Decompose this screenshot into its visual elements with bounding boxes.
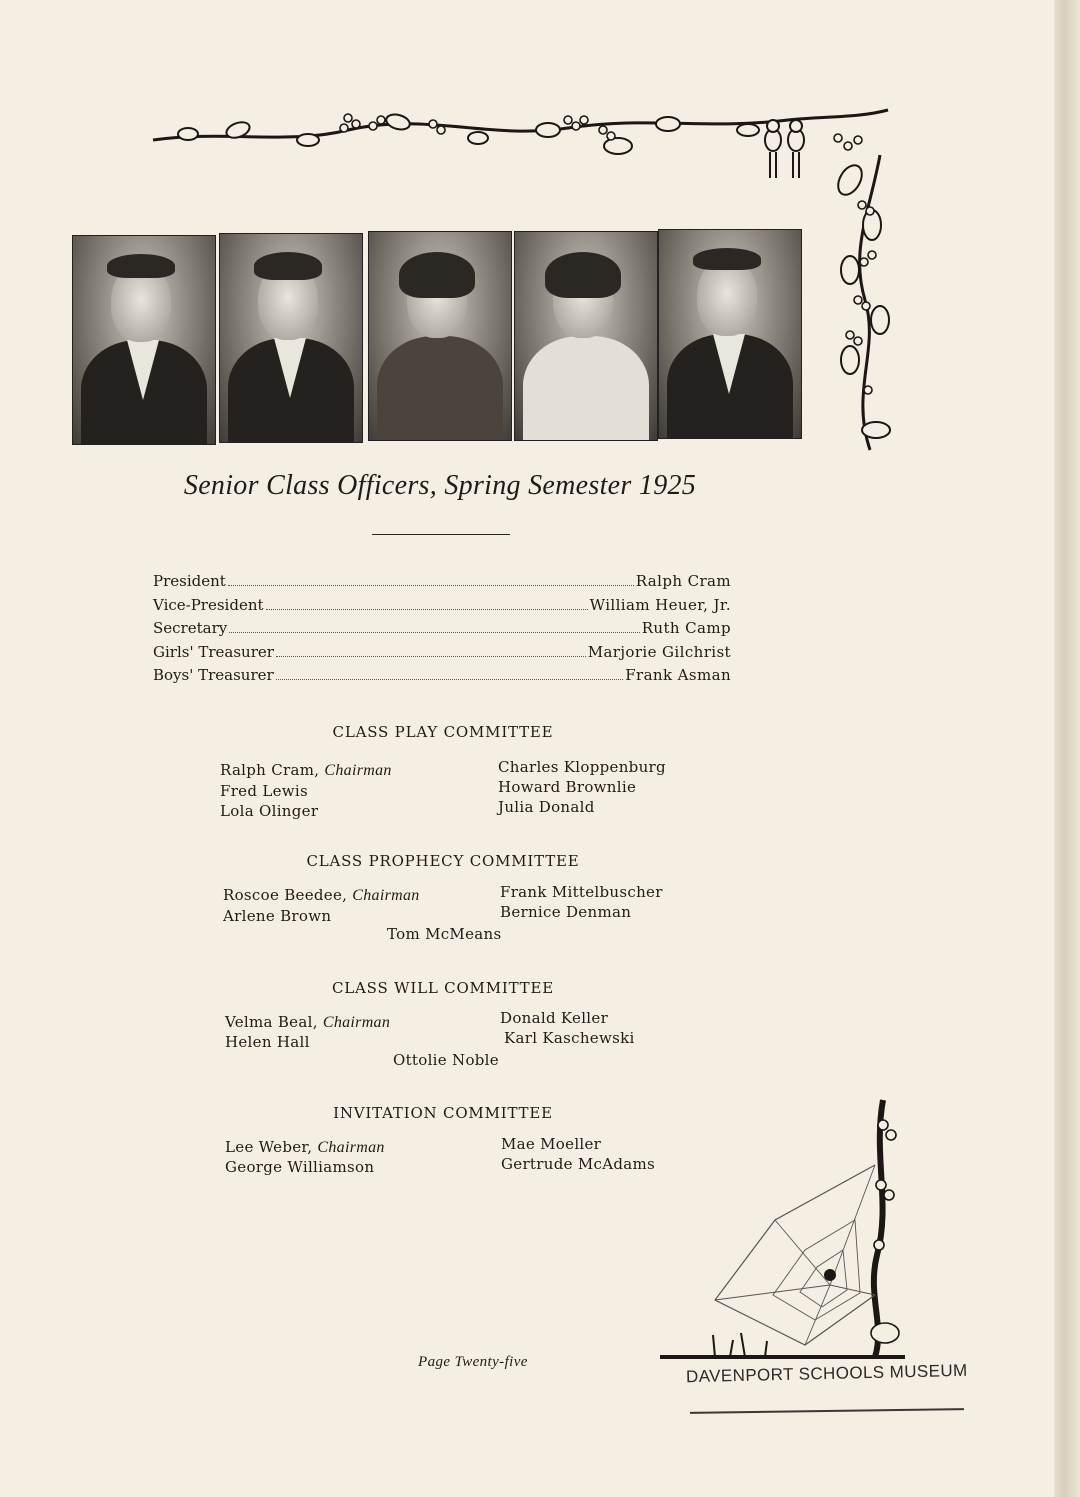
leader-dots [266, 609, 588, 610]
committee-member: Gertrude McAdams [501, 1155, 655, 1173]
page-title: Senior Class Officers, Spring Semester 1925 [183, 470, 697, 501]
committee-member: Arlene Brown [223, 907, 332, 925]
committee-member: Bernice Denman [500, 903, 632, 921]
chair-name: Roscoe Beedee, [223, 886, 348, 904]
officer-role: Boys' Treasurer [153, 666, 274, 684]
stamp-underline [690, 1408, 964, 1414]
committee-member: Mae Moeller [501, 1135, 602, 1153]
title-divider [372, 534, 510, 535]
committee-member: George Williamson [225, 1158, 375, 1176]
officer-photos [70, 229, 805, 442]
officer-role: Girls' Treasurer [153, 642, 274, 661]
officer-row [153, 643, 731, 667]
committee-chair [220, 761, 392, 780]
committee-heading: CLASS PROPHECY COMMITTEE [306, 852, 580, 870]
officer-role: Vice-President [153, 595, 264, 614]
floral-vine-border-right [810, 150, 900, 470]
committee-member: Tom McMeans [387, 925, 502, 943]
committee-member: Donald Keller [500, 1009, 609, 1027]
museum-stamp: DAVENPORT SCHOOLS MUSEUM [685, 1360, 968, 1387]
committee-heading: CLASS WILL COMMITTEE [332, 979, 554, 997]
committee-member: Charles Kloppenburg [498, 758, 666, 776]
officer-name: Marjorie Gilchrist [587, 642, 731, 661]
officer-row [153, 596, 731, 620]
committee-heading: INVITATION COMMITTEE [333, 1104, 553, 1122]
committee-member: Howard Brownlie [498, 778, 637, 796]
committee-member: Julia Donald [498, 798, 595, 816]
committee-chair [223, 886, 420, 905]
portrait-photo [514, 231, 658, 441]
portrait-photo [219, 233, 363, 443]
committee-member: Helen Hall [225, 1033, 310, 1051]
leader-dots [228, 585, 634, 586]
officer-role: President [153, 572, 226, 590]
officer-row [153, 572, 731, 596]
committee-member: Lola Olinger [220, 802, 319, 820]
officers-list [153, 572, 731, 690]
chair-name: Velma Beal, [225, 1013, 318, 1031]
committee-member: Frank Mittelbuscher [500, 883, 663, 901]
chair-role: Chairman [322, 1014, 391, 1031]
committee-chair [225, 1138, 385, 1157]
floral-vine-border-top [148, 100, 898, 190]
chair-role: Chairman [324, 762, 392, 779]
portrait-photo [72, 235, 216, 445]
officer-row [153, 666, 731, 690]
chair-role: Chairman [317, 1139, 385, 1156]
committee-member: Fred Lewis [220, 782, 308, 800]
page-number: Page Twenty-five [418, 1354, 528, 1370]
leader-dots [276, 656, 586, 657]
leader-dots [229, 632, 640, 633]
officer-row [153, 619, 731, 643]
chair-name: Ralph Cram, [220, 761, 320, 779]
portrait-photo [368, 231, 512, 441]
page-edge [1054, 0, 1080, 1497]
chair-name: Lee Weber, [225, 1138, 313, 1156]
portrait-photo [658, 229, 802, 439]
officer-name: William Heuer, Jr. [589, 595, 731, 614]
committee-heading: CLASS PLAY COMMITTEE [332, 723, 554, 741]
officer-name: Frank Asman [625, 666, 731, 684]
leader-dots [276, 679, 624, 680]
committee-member: Ottolie Noble [393, 1051, 499, 1069]
committee-member: Karl Kaschewski [504, 1029, 635, 1047]
officer-name: Ruth Camp [641, 619, 731, 637]
committee-chair [225, 1013, 390, 1032]
chair-role: Chairman [352, 887, 420, 904]
spider-web-illustration [655, 1095, 910, 1360]
officer-role: Secretary [153, 619, 228, 637]
officer-name: Ralph Cram [635, 572, 731, 590]
